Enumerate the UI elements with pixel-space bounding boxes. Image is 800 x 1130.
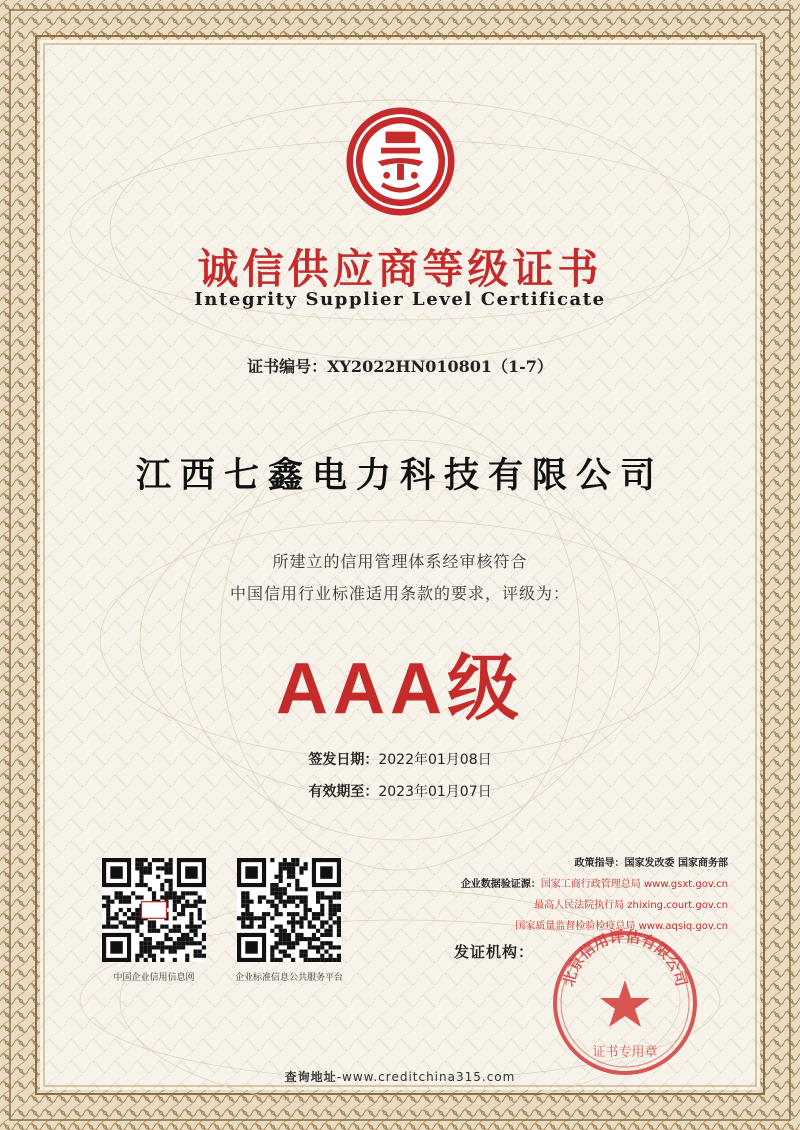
seal-center-text: 证书专用章 xyxy=(592,1045,658,1060)
issuer-label: 发证机构： xyxy=(454,943,535,961)
qr-caption-1: 中国企业信用信息网 xyxy=(113,973,195,983)
certificate-number xyxy=(0,354,800,377)
valid-date-row xyxy=(0,776,800,808)
title-cn: 诚信供应商等级证书 xyxy=(197,245,603,293)
policy-label: 政策指导： xyxy=(574,858,625,869)
inquiry-label: 查询地址 xyxy=(284,1070,337,1084)
verification-sources xyxy=(398,853,728,937)
inquiry-url[interactable]: -www.creditchina315.com xyxy=(336,1070,516,1084)
grade: AAA级 xyxy=(276,649,524,729)
certificate-number-label: 证书编号： xyxy=(247,357,328,376)
qr-code-1[interactable] xyxy=(102,858,206,962)
data-source-1: 国家工商行政管理总局 www.gsxt.gov.cn xyxy=(540,879,728,890)
issue-date-row xyxy=(0,744,800,776)
issue-date: 2022年01月08日 xyxy=(378,752,492,768)
data-source-row-1 xyxy=(398,874,728,895)
issue-date-label: 签发日期： xyxy=(308,752,379,768)
data-source-2: 最高人民法院执行局 zhixing.court.gov.cn xyxy=(534,900,728,911)
data-source-label: 企业数据验证源： xyxy=(460,879,541,890)
data-source-3: 国家质量监督检验检疫总局 www.aqsiq.gov.cn xyxy=(515,921,728,932)
dates xyxy=(0,744,800,808)
policy-value: 国家发改委 国家商务部 xyxy=(624,858,728,869)
certificate-number-value: XY2022HN010801（1-7） xyxy=(327,357,553,376)
policy-row xyxy=(398,853,728,874)
valid-date-label: 有效期至： xyxy=(308,784,379,800)
statement xyxy=(0,546,800,610)
statement-line-1: 所建立的信用管理体系经审核符合 xyxy=(272,552,528,571)
qr-caption-2: 企业标准信息公共服务平台 xyxy=(234,973,343,983)
official-seal-icon xyxy=(550,928,700,1078)
svg-text:北京信用评估有限公司 xyxy=(559,928,690,988)
qr-block-2 xyxy=(234,858,344,983)
qr-code-2[interactable] xyxy=(237,858,341,962)
credit-emblem-icon xyxy=(343,104,458,219)
valid-date: 2023年01月07日 xyxy=(378,784,492,800)
statement-line-2: 中国信用行业标准适用条款的要求，评级为： xyxy=(229,584,570,603)
title-en: Integrity Supplier Level Certificate xyxy=(194,289,606,310)
company-name: 江西七鑫电力科技有限公司 xyxy=(135,455,664,496)
seal-ring-text: 北京信用评估有限公司 xyxy=(559,928,691,989)
qr-block-1 xyxy=(99,858,209,983)
inquiry-address xyxy=(0,1068,800,1085)
